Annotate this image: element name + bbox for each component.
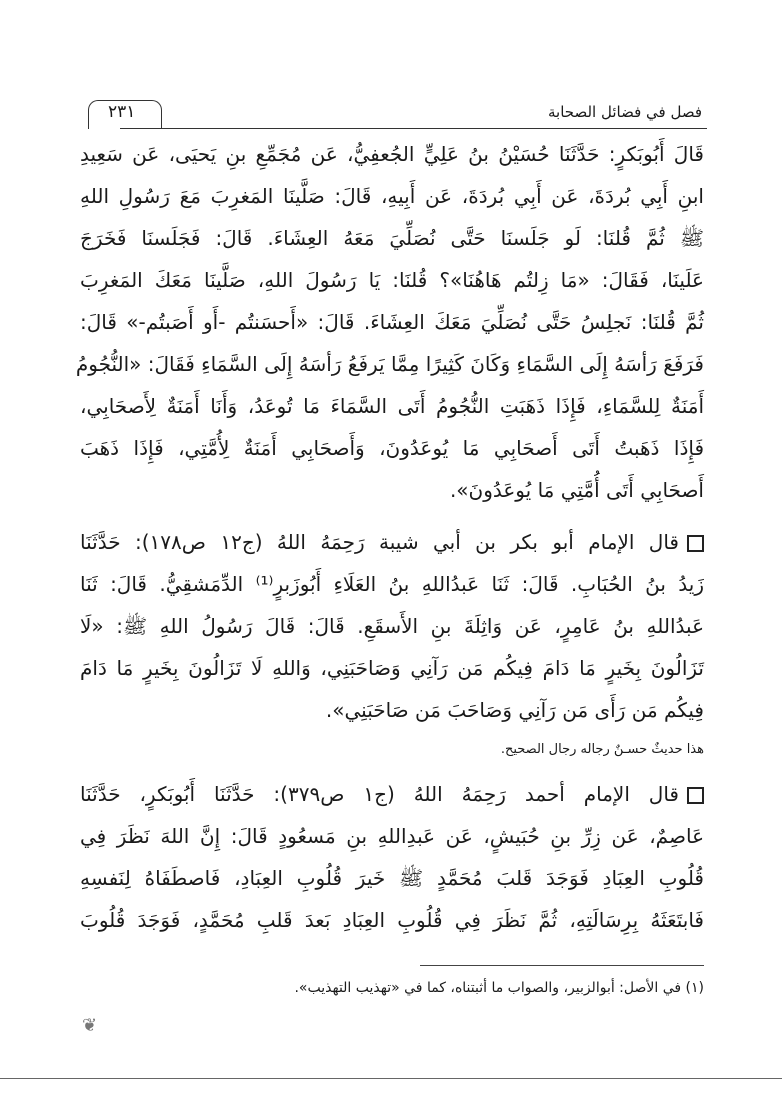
page-number: ٢٣١ xyxy=(108,102,136,122)
text-line: أَصحَابِي أَتَى أُمَّتِي مَا يُوعَدُونَ». xyxy=(449,478,704,502)
hadith-intro-line xyxy=(80,528,704,556)
text-line: عَبدُاللهِ بنُ عَامِرٍ، عَن وَاثِلَةَ بنِ الأَسقَعِ. قَالَ: قَالَ رَسُولُ اللهِ ﷺ: «لَا xyxy=(80,614,704,638)
text-line: فَإِذَا ذَهَبتُ أَتَى أَصحَابِي مَا يُوعَدُونَ، وَأَصحَابِي أَمَنَةٌ لِأُمَّتِي، فَإِذَا ذَهَبَ xyxy=(80,436,704,460)
text-span: قال الإمام أحمد رَحِمَهُ اللهُ (ج١ ص٣٧٩): حَدَّثَنَا أَبُوبَكرٍ، حَدَّثَنَا xyxy=(80,782,679,806)
page-bottom-rule xyxy=(0,1078,782,1079)
text-line: زَيدُ بنُ الحُبَابِ. قَالَ: ثَنَا عَبدُاللهِ بنُ العَلَاءِ أَبُوزَبرٍ⁽¹⁾ الدِّمَشقِيُّ. قَالَ: ثَنَا xyxy=(80,572,705,596)
text-line: فَرَفَعَ رَأسَهُ إِلَى السَّمَاءِ وَكَانَ كَثِيرًا مِمَّا يَرفَعُ رَأسَهُ إِلَى السَّمَاءِ فَقَالَ: «النُّجُومُ xyxy=(75,352,704,376)
header-rule xyxy=(120,128,707,129)
square-bullet-icon xyxy=(687,535,704,552)
text-line: أَمَنَةٌ لِلسَّمَاءِ، فَإِذَا ذَهَبَتِ النُّجُومُ أَتَى السَّمَاءَ مَا تُوعَدُ، وَأَنَا أَمَنَةٌ لِأَصحَابِي، xyxy=(80,394,704,418)
hadith-intro-line xyxy=(80,780,704,808)
ornament-icon: ❦ xyxy=(82,1015,98,1036)
footnote-rule xyxy=(420,965,704,966)
running-header-title: فصل في فضائل الصحابة xyxy=(547,103,702,121)
text-line: ابنِ أَبِي بُردَةَ، عَن أَبِي بُردَةَ، عَن أَبِيهِ، قَالَ: صَلَّينَا المَغرِبَ مَعَ رَسُولِ اللهِ xyxy=(80,184,704,208)
text-line: عَاصِمٌ، عَن زِرِّ بنِ حُبَيشٍ، عَن عَبدِاللهِ بنِ مَسعُودٍ قَالَ: إِنَّ اللهَ نَظَرَ فِي xyxy=(80,824,704,848)
grading-note: هذا حديثٌ حسـنٌ رجاله رجال الصحيح. xyxy=(500,742,704,757)
footnote: (١) في الأصل: أبوالزبير، والصواب ما أثبتناه، كما في «تهذيب التهذيب». xyxy=(294,980,704,996)
text-line: ﷺ ثُمَّ قُلنَا: لَو جَلَسنَا حَتَّى نُصَلِّيَ مَعَهُ العِشَاءَ. قَالَ: فَجَلَسنَا فَخَرَجَ xyxy=(80,226,704,250)
text-line: فَابتَعَثَهُ بِرِسَالَتِهِ، ثُمَّ نَظَرَ فِي قُلُوبِ العِبَادِ بَعدَ قَلبِ مُحَمَّدٍ، فَوَجَدَ قُلُوبَ xyxy=(80,908,704,932)
text-span: قال الإمام أبو بكر بن أبي شيبة رَحِمَهُ اللهُ (ج١٢ ص١٧٨): حَدَّثَنَا xyxy=(80,530,679,554)
text-line: فِيكُم مَن رَأَى مَن رَآنِي وَصَاحَبَ مَن صَاحَبَنِي». xyxy=(325,698,704,722)
text-line: عَلَينَا، فَقَالَ: «مَا زِلتُم هَاهُنَا»؟ قُلنَا: يَا رَسُولَ اللهِ، صَلَّينَا مَعَكَ المَغرِبَ xyxy=(80,268,704,292)
text-line: قَالَ أَبُوبَكرٍ: حَدَّثَنَا حُسَيْنُ بنُ عَلِيٍّ الجُعفِيُّ، عَن مُجَمِّعِ بنِ يَحيَى، عَن سَعِيدِ xyxy=(80,142,704,166)
text-line: ثُمَّ قُلنَا: نَجلِسُ حَتَّى نُصَلِّيَ مَعَكَ العِشَاءَ. قَالَ: «أَحسَنتُم -أَو أَصَبتُم-» قَالَ: xyxy=(80,310,704,334)
square-bullet-icon xyxy=(687,787,704,804)
text-line: قُلُوبِ العِبَادِ فَوَجَدَ قَلبَ مُحَمَّدٍ ﷺ خَيرَ قُلُوبِ العِبَادِ، فَاصطَفَاهُ لِنَفسِهِ xyxy=(80,866,704,890)
text-line: تَزَالُونَ بِخَيرٍ مَا دَامَ فِيكُم مَن رَآنِي وَصَاحَبَنِي، وَاللهِ لَا تَزَالُونَ بِخَيرٍ مَا دَامَ xyxy=(80,656,704,680)
